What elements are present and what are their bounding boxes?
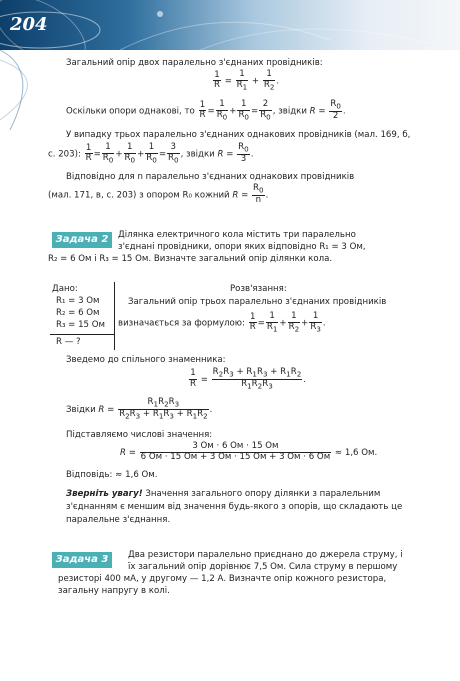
- task-2-line-2: з'єднані провідники, опори яких відповідно R₁ = 3 Ом,: [118, 242, 366, 252]
- note-line-1: Зверніть увагу! Значення загального опору ділянки з паралельним: [66, 489, 381, 499]
- note-line-3: паралельне з'єднання.: [66, 515, 171, 525]
- common-denominator-text: Зведемо до спільного знаменника:: [66, 355, 226, 365]
- orbit-decoration-icon: [0, 50, 58, 130]
- n-resistors-text: Відповідно для n паралельно з'єднаних однакових провідників: [66, 172, 355, 182]
- atom-decoration-icon: [0, 0, 460, 50]
- find-r: R — ?: [56, 337, 81, 347]
- task-2-line-1: Ділянка електричного кола містить три паралельно: [118, 230, 356, 240]
- given-divider: [50, 334, 114, 335]
- solution-formula: визначається за формулою: $\frac{1}{R}$ = $\frac{1}{R_1}$ + $\frac{1}{R_2}$ + $\frac{1}{R_3}$ .: [118, 311, 326, 334]
- formula-common-denominator: $\frac{1}{R}$ = $\frac{R_2R_3 + R_1R_3 + R_1R_2}{R_1R_2R_3}$ .: [190, 367, 306, 391]
- formula-numeric: R = $\frac{3 Ом \cdot 6 Ом \cdot 15 Ом}{6 Ом \cdot 15 Ом + 3 Ом \cdot 15 Ом + 3 Ом \cdot 6 Ом}$ ≈ 1,6 Ом.: [120, 441, 378, 462]
- page-number: 204: [10, 14, 48, 35]
- task-2-answer: Відповідь: ≈ 1,6 Ом.: [66, 470, 158, 480]
- task-2-label: Задача 2: [52, 232, 112, 248]
- formula-two-parallel: $\frac{1}{R}$ = $\frac{1}{R_1}$ + $\frac{1}{R_2}$ .: [214, 69, 280, 92]
- task-3-line-1: Два резистори паралельно приєднано до джерела струму, і: [128, 550, 403, 560]
- task-2-line-3: R₂ = 6 Ом і R₃ = 15 Ом. Визначте загальний опір ділянки кола.: [48, 254, 333, 264]
- formula-three-parallel: с. 203): $\frac{1}{R}$ = $\frac{1}{R_0}$ + $\frac{1}{R_0}$ + $\frac{1}{R_0}$ = $\frac{3}{R_0}$ , звідки R = $\frac{R_0}{3}$ .: [48, 142, 254, 165]
- task-3-label: Задача 3: [52, 552, 112, 568]
- solution-line-1: Загальний опір трьох паралельно з'єднаних провідників: [128, 297, 387, 307]
- given-r1: R₁ = 3 Ом: [56, 296, 100, 306]
- formula-r-total: Звідки R = $\frac{R_1R_2R_3}{R_2R_3 + R_1R_3 + R_1R_2}$ .: [66, 397, 213, 421]
- note-line-2: з'єднанням є меншим від значення будь-якого з опорів, що складають це: [66, 502, 403, 512]
- given-title: Дано:: [52, 284, 78, 294]
- formula-n-parallel: (мал. 171, в, с. 203) з опором R₀ кожний R = $\frac{R_0}{n}$ .: [48, 183, 269, 205]
- three-resistors-text: У випадку трьох паралельно з'єднаних однакових провідників (мал. 169, б,: [66, 130, 411, 140]
- task-3-line-2: їх загальний опір дорівнює 7,5 Ом. Сила струму в першому: [128, 562, 398, 572]
- solution-title: Розв'язання:: [230, 284, 287, 294]
- task-3-line-4: загальну напругу в колі.: [58, 586, 170, 596]
- task-3-line-3: резисторі 400 мА, у другому — 1,2 А. Визначте опір кожного резистора,: [58, 574, 387, 584]
- equal-resistors-text: Оскільки опори однакові, то $\frac{1}{R}$ = $\frac{1}{R_0}$ + $\frac{1}{R_0}$ = $\frac{2}{R_0}$ , звідки R = $\frac{R_0}{2}$ .: [66, 99, 346, 122]
- given-r3: R₃ = 15 Ом: [56, 320, 105, 330]
- two-resistors-text: Загальний опір двох паралельно з'єднаних провідників:: [66, 58, 323, 68]
- given-separator: [114, 282, 115, 350]
- substitute-text: Підставляємо числові значення:: [66, 430, 213, 440]
- page-header-banner: [0, 0, 460, 50]
- given-r2: R₂ = 6 Ом: [56, 308, 100, 318]
